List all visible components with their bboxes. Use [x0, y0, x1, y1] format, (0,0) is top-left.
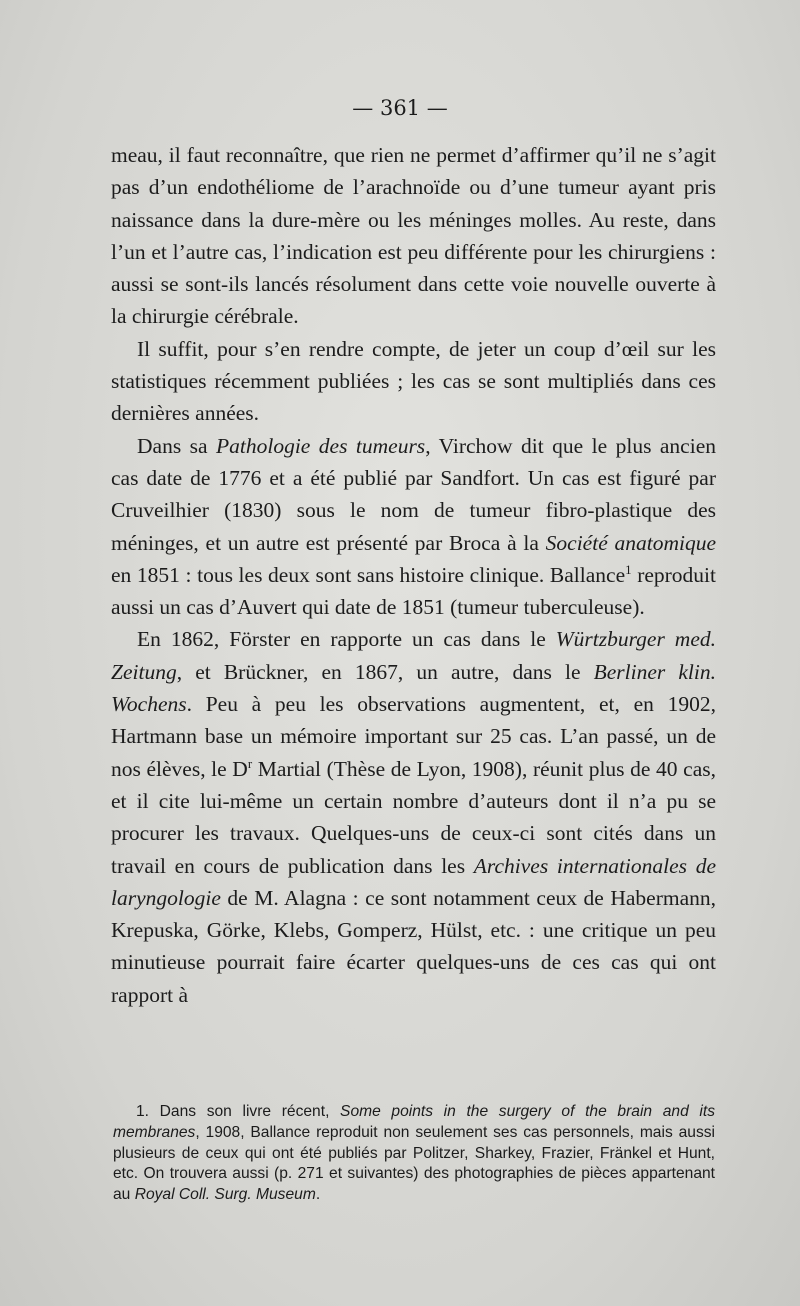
text-run: Martial (Thèse de Lyon, 1908), réunit plus de 40 cas, et il cite lui-même un certain nombre d’auteurs dont il n’a pu se procurer les travaux. Quelques-uns de ceux-ci sont cités dans un travail en cours de publication dans les [111, 756, 716, 878]
text-run: Il suffit, pour s’en rendre compte, de jeter un coup d’œil sur les statistiques récemment publiées ; les cas se sont multipliés dans ces dernières années. [111, 336, 716, 426]
italic-text: Würtzburger med. Zeitung [111, 627, 716, 684]
text-run: reproduit aussi un cas d’Auvert qui date de 1851 (tumeur tuberculeuse). [111, 562, 717, 620]
superscript: 1 [625, 562, 632, 577]
italic-text: Pathologie des tumeurs [216, 433, 426, 458]
italic-text: Some points in the surgery of the brain and its membranes [113, 1103, 715, 1141]
text-run: En 1862, Förster en rapporte un cas dans le [137, 627, 556, 652]
text-run: en 1851 : tous les deux sont sans histoire clinique. Ballance [111, 562, 626, 587]
text-run: meau, il faut reconnaître, que rien ne permet d’affirmer qu’il ne s’agit pas d’un endothéliome de l’arachnoïde ou d’une tumeur ayant pris naissance dans la dure-mère ou les méninges molles. Au reste, dans l’un et l’autre cas, l’indication est peu différente pour les chirurgiens : aussi se sont-ils lancés résolument dans cette voie nouvelle ouverte à la chirurgie cérébrale. [111, 143, 716, 329]
italic-text: Royal Coll. Surg. Museum [134, 1186, 316, 1204]
paragraph [111, 430, 716, 624]
page-number: — 361 — [352, 96, 448, 120]
text-run: , 1908, Ballance reproduit non seulement ses cas personnels, mais aussi plusieurs de ceux qui ont été publiés par Politzer, Sharkey, Frazier, Fränkel et Hunt, etc. On trouvera aussi (p. 271 et suivantes) des photographies de pièces appartenant au [113, 1123, 715, 1204]
footnotes [113, 1102, 715, 1206]
paragraph [111, 623, 716, 1011]
text-run: , Virchow dit que le plus ancien cas date de 1776 et a été publié par Sandfort. Un cas est figuré par Cruveilhier (1830) sous le nom de tumeur fibro-plastique des méninges, et un autre est présenté par Broca à la [111, 433, 716, 555]
text-run: de M. Alagna : ce sont notamment ceux de Habermann, Krepuska, Görke, Klebs, Gomperz, Hülst, etc. : une critique un peu minutieuse pourrait faire écarter quelques-uns de ces cas qui ont rapport à [111, 885, 716, 1007]
text-run: 1. Dans son livre récent, [136, 1103, 341, 1120]
text-run: Dans sa [137, 433, 216, 458]
main-text [111, 139, 716, 1011]
text-run: . Peu à peu les observations augmentent, et, en 1902, Hartmann base un mémoire important sur 25 cas. L’an passé, un de nos élèves, le D [111, 692, 716, 781]
text-run: . [315, 1186, 321, 1204]
italic-text: Berliner klin. Wochens [111, 659, 716, 717]
superscript: r [247, 756, 253, 771]
italic-text: Archives internationales de laryngologie [111, 853, 716, 910]
italic-text: Société anatomique [545, 530, 717, 555]
text-run: , et Brückner, en 1867, un autre, dans le [176, 659, 594, 684]
footnote [113, 1102, 715, 1206]
paragraph [111, 139, 716, 333]
paragraph [111, 333, 716, 430]
